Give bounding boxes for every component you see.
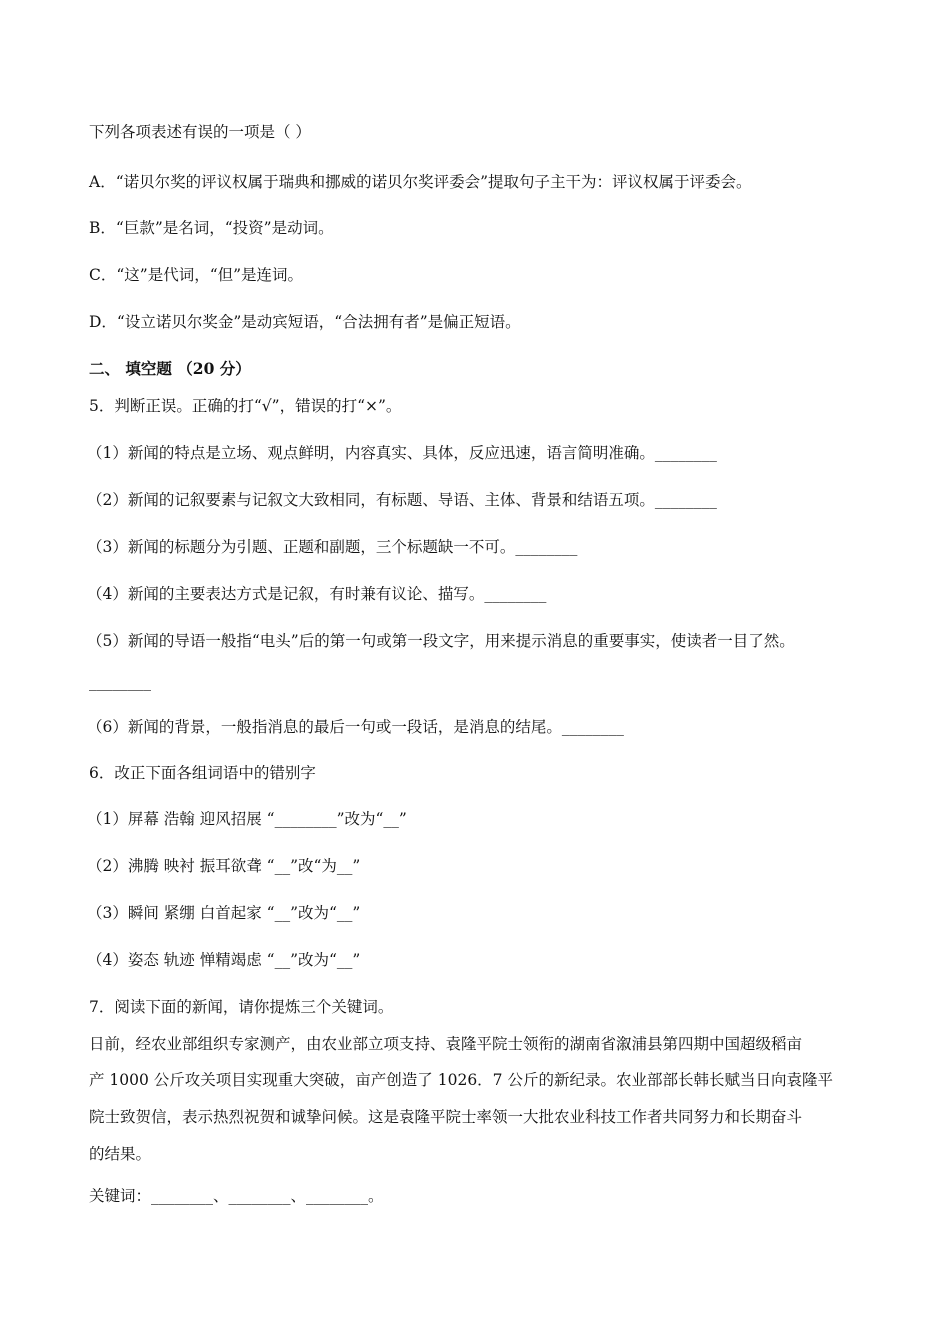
q7-passage-line-2: 产 1000 公斤攻关项目实现重大突破，亩产创造了 1026．7 公斤的新纪录。农业部部长韩长赋当日向袁隆平: [89, 1071, 833, 1089]
q5-item-5: （5）新闻的导语一般指“电头”后的第一句或第一段文字，用来提示消息的重要事实，使读者一目了然。: [87, 632, 795, 650]
q5-item-4: （4）新闻的主要表达方式是记叙，有时兼有议论、描写。________: [87, 585, 547, 603]
q5-item-2: （2）新闻的记叙要素与记叙文大致相同，有标题、导语、主体、背景和结语五项。________: [87, 491, 717, 509]
q4-option-c: C．“这”是代词，“但”是连词。: [89, 266, 304, 284]
q5-item-1: （1）新闻的特点是立场、观点鲜明，内容真实、具体，反应迅速，语言简明准确。________: [87, 444, 717, 462]
q7-passage-line-4: 的结果。: [89, 1145, 152, 1163]
q7-passage-line-3: 院士致贺信，表示热烈祝贺和诚挚问候。这是袁隆平院士率领一大批农业科技工作者共同努力和长期奋斗: [89, 1108, 803, 1126]
q7-stem: 7．阅读下面的新闻，请你提炼三个关键词。: [89, 998, 394, 1016]
q6-item-4: （4）姿态 轨迹 惮精竭虑 “__”改为“__”: [87, 951, 361, 969]
q6-item-1: （1）屏幕 浩翰 迎风招展 “________”改为“__”: [87, 810, 407, 828]
q5-item-5-blank: ________: [89, 673, 151, 691]
section-heading: 二、 填空题 （20 分）: [89, 359, 251, 378]
q7-answer-keywords: 关键词：________、________、________。: [89, 1187, 384, 1205]
q6-item-2: （2）沸腾 映衬 振耳欲聋 “__”改“为__”: [87, 857, 361, 875]
q6-stem: 6．改正下面各组词语中的错别字: [89, 764, 316, 782]
q6-item-3: （3）瞬间 紧绷 白首起家 “__”改为“__”: [87, 904, 361, 922]
q4-option-b: B．“巨款”是名词，“投资”是动词。: [89, 219, 334, 237]
q4-stem: 下列各项表述有误的一项是（ ）: [89, 123, 311, 141]
q5-item-6: （6）新闻的背景，一般指消息的最后一句或一段话，是消息的结尾。________: [87, 718, 624, 736]
q4-option-d: D．“设立诺贝尔奖金”是动宾短语，“合法拥有者”是偏正短语。: [89, 313, 521, 331]
q4-option-a: A．“诺贝尔奖的评议权属于瑞典和挪威的诺贝尔奖评委会”提取句子主干为：评议权属于评委会。: [89, 173, 752, 191]
q5-item-3: （3）新闻的标题分为引题、正题和副题，三个标题缺一不可。________: [87, 538, 578, 556]
q7-passage-line-1: 日前，经农业部组织专家测产，由农业部立项支持、袁隆平院士领衔的湖南省溆浦县第四期中国超级稻亩: [89, 1035, 803, 1053]
q5-stem: 5．判断正误。正确的打“√”，错误的打“×”。: [89, 397, 402, 415]
